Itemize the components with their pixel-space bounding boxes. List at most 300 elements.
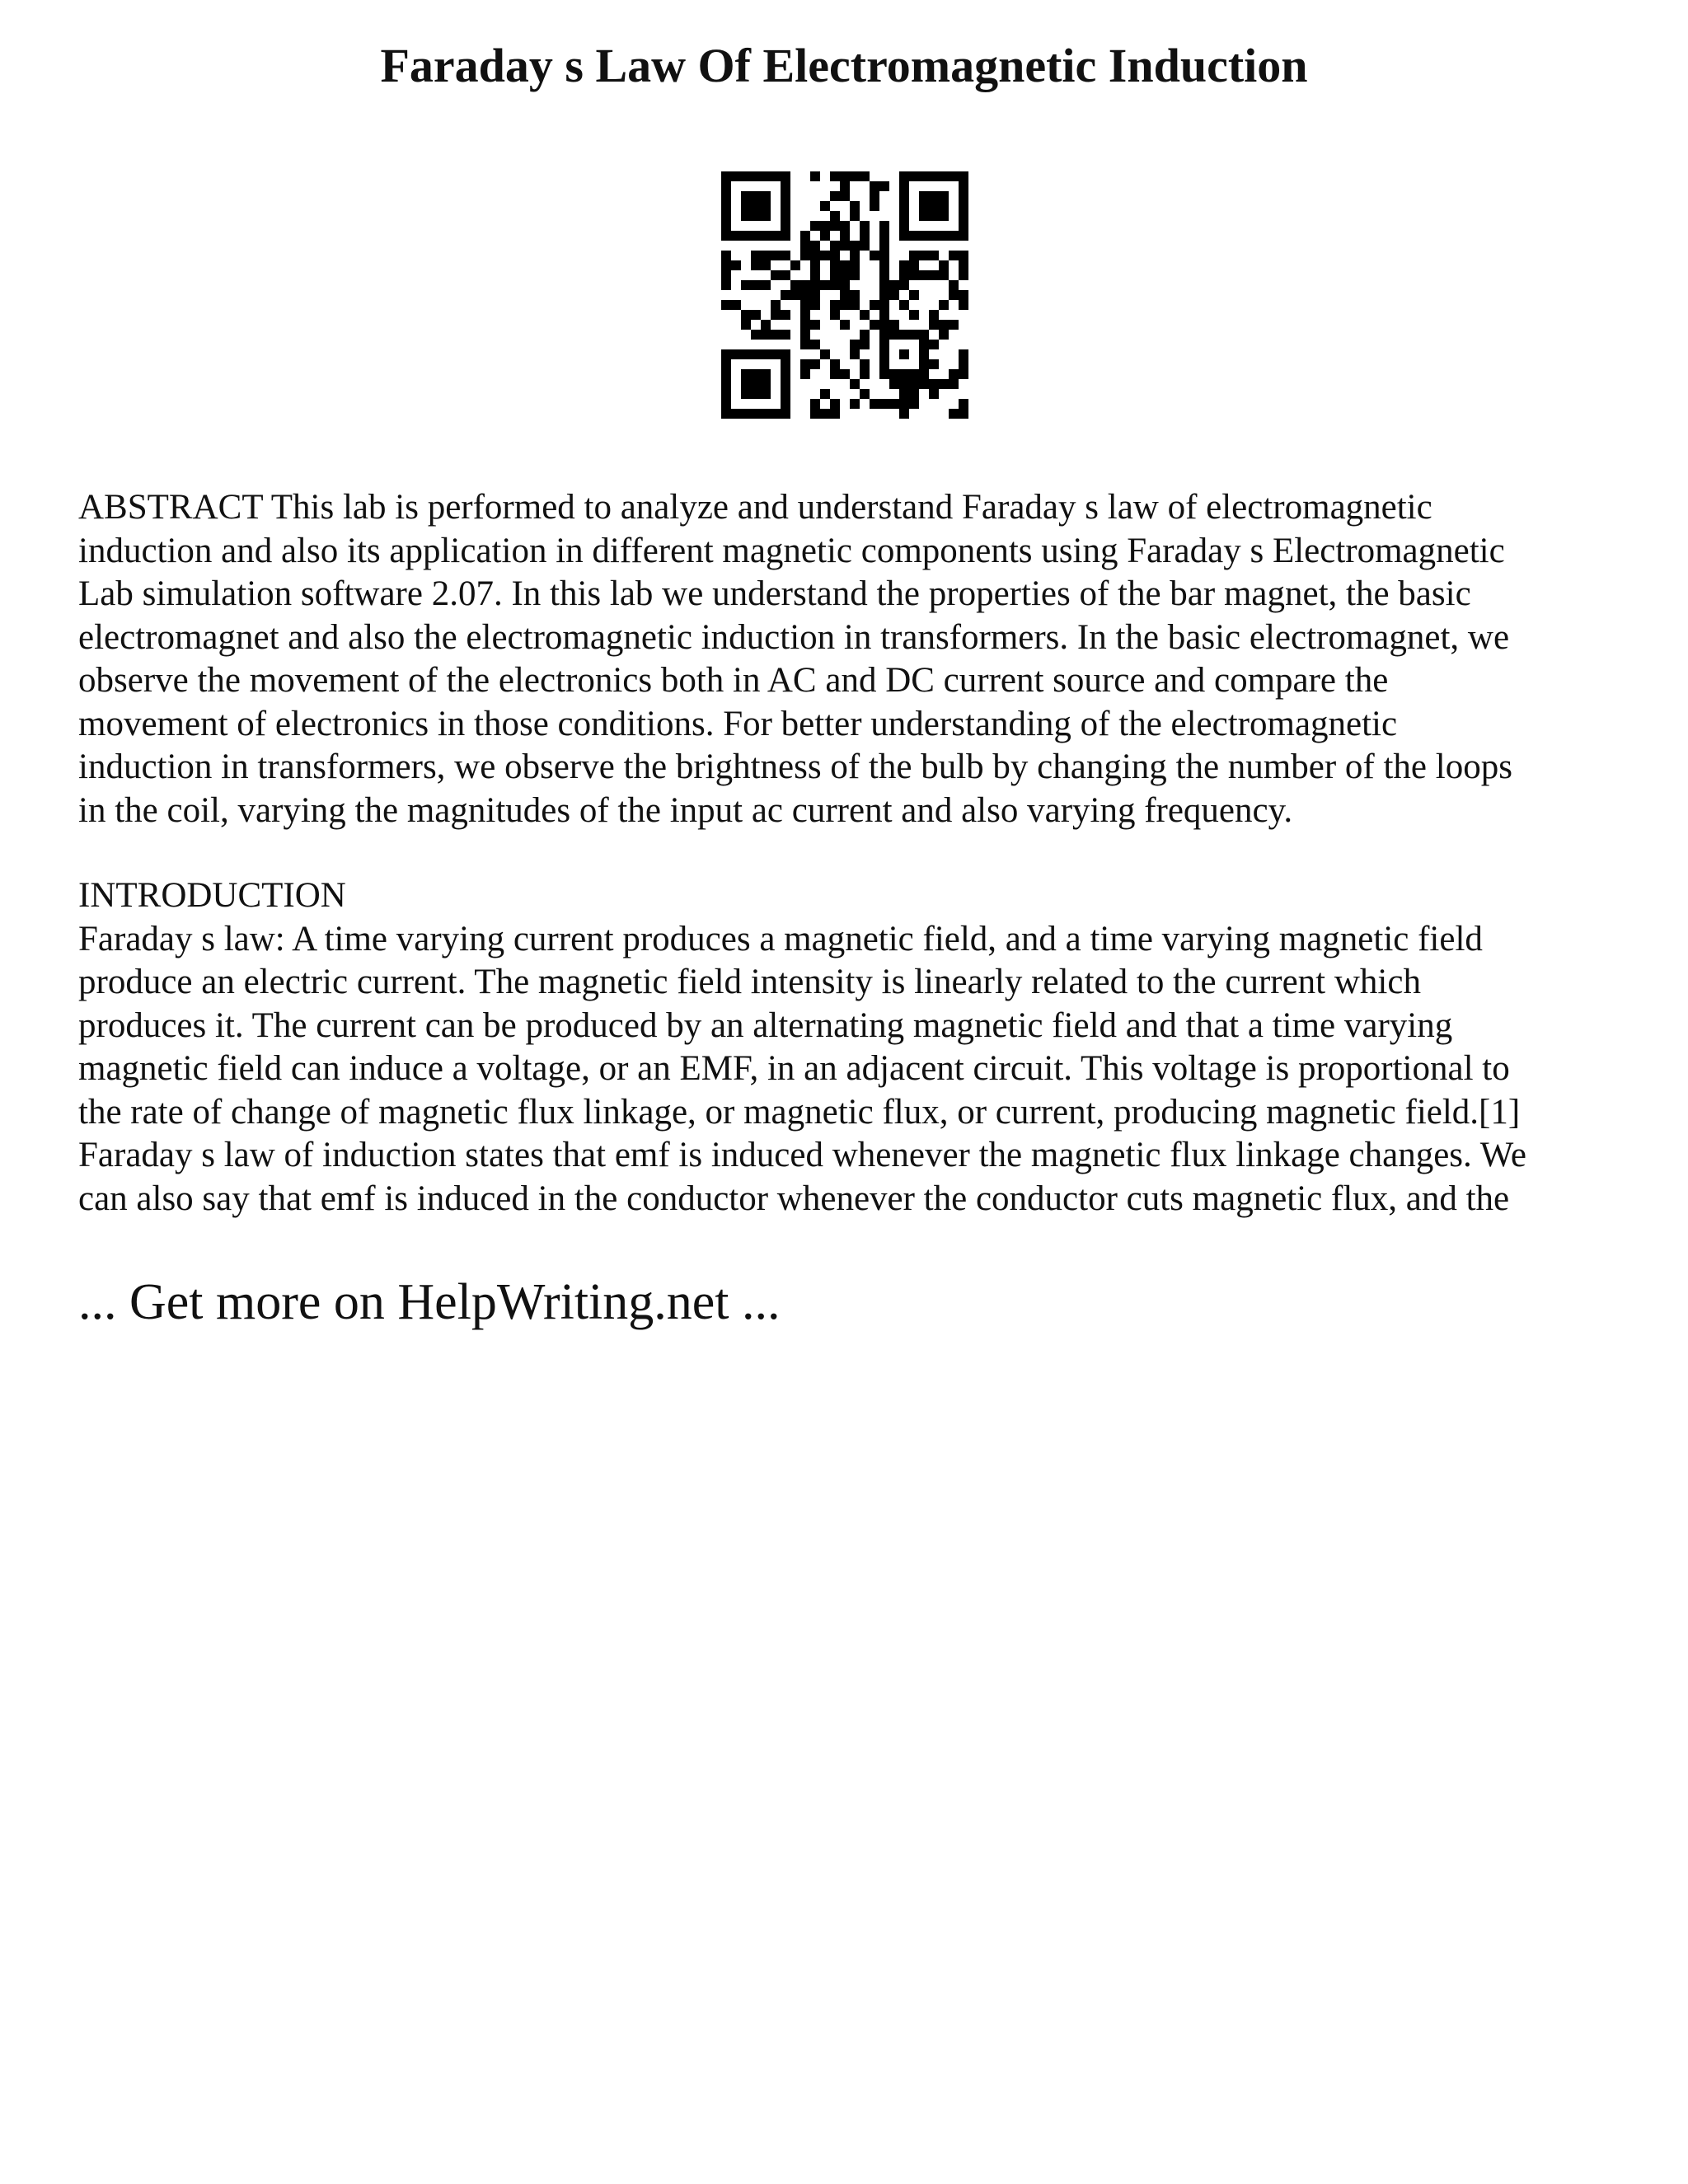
qr-module xyxy=(879,340,889,349)
qr-module xyxy=(840,191,850,201)
qr-module xyxy=(840,181,850,191)
qr-module xyxy=(840,241,850,251)
qr-module xyxy=(899,369,909,379)
qr-module xyxy=(899,231,909,241)
qr-module xyxy=(899,270,909,280)
qr-module xyxy=(919,270,929,280)
qr-module xyxy=(879,280,889,290)
qr-module xyxy=(929,310,939,320)
qr-module xyxy=(929,231,939,241)
qr-module xyxy=(800,300,810,310)
qr-module xyxy=(721,369,731,379)
qr-module xyxy=(879,359,889,369)
qr-module xyxy=(810,280,820,290)
qr-module xyxy=(889,369,899,379)
qr-module xyxy=(949,320,959,330)
qr-module xyxy=(919,369,929,379)
qr-module xyxy=(800,359,810,369)
qr-module xyxy=(820,349,830,359)
qr-module xyxy=(899,280,909,290)
qr-module xyxy=(919,251,929,260)
qr-module xyxy=(741,201,751,211)
qr-module xyxy=(899,211,909,221)
qr-module xyxy=(889,280,899,290)
qr-module xyxy=(959,181,968,191)
qr-module xyxy=(929,251,939,260)
qr-module xyxy=(939,379,949,389)
qr-module xyxy=(761,369,771,379)
qr-module xyxy=(879,300,889,310)
qr-module xyxy=(830,211,840,221)
qr-module xyxy=(751,201,761,211)
qr-module xyxy=(840,300,850,310)
qr-module xyxy=(899,330,909,340)
get-more-link[interactable]: ... Get more on HelpWriting.net ... xyxy=(78,1274,781,1330)
qr-module xyxy=(771,231,781,241)
qr-module xyxy=(830,359,840,369)
qr-module xyxy=(761,409,771,419)
qr-module xyxy=(840,280,850,290)
qr-module xyxy=(899,389,909,399)
qr-module xyxy=(870,181,879,191)
qr-module xyxy=(781,409,790,419)
qr-module xyxy=(909,260,919,270)
qr-module xyxy=(959,349,968,359)
qr-module xyxy=(840,231,850,241)
qr-module xyxy=(810,300,820,310)
qr-module xyxy=(820,201,830,211)
qr-module xyxy=(840,369,850,379)
qr-module xyxy=(781,221,790,231)
qr-module xyxy=(939,320,949,330)
qr-module xyxy=(771,349,781,359)
qr-module xyxy=(919,231,929,241)
qr-module xyxy=(959,290,968,300)
qr-module xyxy=(761,191,771,201)
qr-module xyxy=(751,330,761,340)
qr-module xyxy=(899,399,909,409)
qr-module xyxy=(899,181,909,191)
introduction-line: can also say that emf is induced in the conductor whenever the conductor cuts magnetic flux, and the xyxy=(78,1179,1510,1218)
qr-module xyxy=(800,320,810,330)
qr-module xyxy=(870,251,879,260)
qr-module xyxy=(909,369,919,379)
qr-module xyxy=(721,379,731,389)
qr-module xyxy=(879,310,889,320)
qr-module xyxy=(741,349,751,359)
qr-code-graphic xyxy=(721,171,968,419)
qr-module xyxy=(721,251,731,260)
abstract-line: movement of electronics in those conditions. For better understanding of the electromagnetic xyxy=(78,704,1398,743)
qr-module xyxy=(761,211,771,221)
qr-module xyxy=(771,251,781,260)
qr-module xyxy=(889,320,899,330)
qr-module xyxy=(870,191,879,201)
qr-module xyxy=(820,221,830,231)
qr-module xyxy=(929,201,939,211)
qr-module xyxy=(761,349,771,359)
qr-module xyxy=(781,369,790,379)
qr-module xyxy=(790,260,800,270)
qr-module xyxy=(721,300,731,310)
qr-module xyxy=(800,310,810,320)
abstract-line: induction and also its application in different magnetic components using Faraday s Electromagnetic xyxy=(78,531,1505,570)
qr-module xyxy=(899,300,909,310)
qr-module xyxy=(949,171,959,181)
qr-module xyxy=(949,369,959,379)
qr-module xyxy=(761,171,771,181)
introduction-line: produce an electric current. The magnetic field intensity is linearly related to the current which xyxy=(78,963,1421,1001)
qr-module xyxy=(781,330,790,340)
qr-module xyxy=(909,231,919,241)
qr-module xyxy=(850,300,860,310)
qr-module xyxy=(830,221,840,231)
qr-module xyxy=(919,340,929,349)
qr-module xyxy=(949,251,959,260)
qr-module xyxy=(959,191,968,201)
qr-module xyxy=(899,379,909,389)
qr-module xyxy=(939,330,949,340)
qr-module xyxy=(800,340,810,349)
qr-module xyxy=(721,181,731,191)
qr-module xyxy=(761,280,771,290)
qr-module xyxy=(959,260,968,270)
qr-module xyxy=(790,280,800,290)
qr-module xyxy=(929,359,939,369)
qr-module xyxy=(761,389,771,399)
qr-module xyxy=(721,171,731,181)
qr-module xyxy=(751,231,761,241)
qr-module xyxy=(959,300,968,310)
qr-module xyxy=(751,191,761,201)
qr-module xyxy=(741,310,751,320)
qr-module xyxy=(959,409,968,419)
qr-module xyxy=(870,320,879,330)
qr-module xyxy=(820,389,830,399)
qr-module xyxy=(959,211,968,221)
qr-module xyxy=(751,310,761,320)
qr-module xyxy=(751,260,761,270)
qr-module xyxy=(919,330,929,340)
qr-module xyxy=(879,349,889,359)
document-title: Faraday s Law Of Electromagnetic Induction xyxy=(380,39,1308,92)
qr-module xyxy=(870,300,879,310)
qr-module xyxy=(949,379,959,389)
qr-module xyxy=(840,290,850,300)
qr-module xyxy=(751,369,761,379)
qr-module xyxy=(721,280,731,290)
introduction-line: produces it. The current can be produced by an alternating magnetic field and that a time varying xyxy=(78,1005,1453,1045)
qr-module xyxy=(889,379,899,389)
qr-module xyxy=(889,399,899,409)
qr-module xyxy=(781,379,790,389)
qr-module xyxy=(810,270,820,280)
qr-module xyxy=(959,221,968,231)
qr-module xyxy=(830,409,840,419)
qr-module xyxy=(949,290,959,300)
qr-module xyxy=(929,340,939,349)
qr-module xyxy=(909,270,919,280)
qr-module xyxy=(751,409,761,419)
qr-module xyxy=(781,349,790,359)
qr-module xyxy=(850,290,860,300)
qr-module xyxy=(879,290,889,300)
qr-module xyxy=(899,349,909,359)
qr-module xyxy=(949,409,959,419)
qr-module xyxy=(781,359,790,369)
qr-module xyxy=(800,251,810,260)
qr-module xyxy=(860,330,870,340)
qr-module xyxy=(781,211,790,221)
qr-module xyxy=(820,280,830,290)
qr-module xyxy=(929,211,939,221)
qr-module xyxy=(751,349,761,359)
qr-module xyxy=(939,201,949,211)
qr-module xyxy=(919,379,929,389)
qr-module xyxy=(810,409,820,419)
qr-module xyxy=(959,231,968,241)
qr-module xyxy=(810,359,820,369)
qr-module xyxy=(899,260,909,270)
qr-module xyxy=(751,251,761,260)
qr-code-icon[interactable] xyxy=(721,171,968,419)
qr-module xyxy=(761,320,771,330)
qr-module xyxy=(721,349,731,359)
qr-module xyxy=(919,191,929,201)
qr-module xyxy=(721,191,731,201)
qr-module xyxy=(761,330,771,340)
qr-module xyxy=(870,399,879,409)
qr-module xyxy=(850,211,860,221)
qr-module xyxy=(860,389,870,399)
qr-module xyxy=(741,379,751,389)
qr-module xyxy=(741,171,751,181)
qr-module xyxy=(929,191,939,201)
qr-module xyxy=(860,231,870,241)
qr-module xyxy=(721,231,731,241)
qr-module xyxy=(879,231,889,241)
qr-module xyxy=(889,290,899,300)
qr-module xyxy=(959,399,968,409)
introduction-line: Faraday s law: A time varying current produces a magnetic field, and a time varying magnetic field xyxy=(78,919,1483,958)
qr-module xyxy=(741,191,751,201)
qr-module xyxy=(781,399,790,409)
qr-module xyxy=(771,171,781,181)
qr-module xyxy=(721,399,731,409)
qr-module xyxy=(721,270,731,280)
qr-module xyxy=(939,270,949,280)
qr-module xyxy=(721,201,731,211)
qr-module xyxy=(830,251,840,260)
qr-module xyxy=(939,191,949,201)
qr-module xyxy=(939,260,949,270)
qr-module xyxy=(731,260,741,270)
qr-module xyxy=(800,369,810,379)
qr-module xyxy=(721,359,731,369)
qr-module xyxy=(929,270,939,280)
abstract-line: in the coil, varying the magnitudes of the input ac current and also varying frequency. xyxy=(78,790,1293,830)
qr-module xyxy=(771,300,781,310)
abstract-line: induction in transformers, we observe the brightness of the bulb by changing the number of the loops xyxy=(78,748,1512,786)
qr-module xyxy=(810,171,820,181)
qr-module xyxy=(731,349,741,359)
qr-module xyxy=(781,201,790,211)
qr-module xyxy=(741,389,751,399)
qr-module xyxy=(741,320,751,330)
qr-module xyxy=(840,320,850,330)
qr-module xyxy=(919,359,929,369)
qr-module xyxy=(800,231,810,241)
qr-module xyxy=(781,231,790,241)
qr-module xyxy=(830,260,840,270)
qr-module xyxy=(800,241,810,251)
qr-module xyxy=(810,221,820,231)
qr-module xyxy=(850,379,860,389)
qr-module xyxy=(781,251,790,260)
qr-module xyxy=(790,290,800,300)
introduction-line: Faraday s law of induction states that emf is induced whenever the magnetic flux linkage changes. We xyxy=(78,1136,1526,1174)
qr-module xyxy=(939,300,949,310)
qr-module xyxy=(751,211,761,221)
qr-module xyxy=(909,379,919,389)
qr-module xyxy=(830,399,840,409)
qr-module xyxy=(800,290,810,300)
qr-module xyxy=(949,231,959,241)
qr-module xyxy=(860,241,870,251)
qr-module xyxy=(800,330,810,340)
qr-module xyxy=(820,231,830,241)
qr-module xyxy=(879,270,889,280)
qr-module xyxy=(830,369,840,379)
qr-module xyxy=(909,290,919,300)
qr-module xyxy=(959,251,968,260)
qr-module xyxy=(830,191,840,201)
qr-module xyxy=(721,389,731,399)
introduction-section xyxy=(78,874,1620,1221)
qr-module xyxy=(830,310,840,320)
qr-module xyxy=(830,171,840,181)
qr-module xyxy=(860,359,870,369)
qr-module xyxy=(909,171,919,181)
qr-module xyxy=(850,270,860,280)
qr-module xyxy=(879,221,889,231)
qr-module xyxy=(860,340,870,349)
qr-module xyxy=(899,191,909,201)
qr-module xyxy=(771,330,781,340)
qr-module xyxy=(771,310,781,320)
qr-module xyxy=(850,349,860,359)
qr-module xyxy=(721,409,731,419)
qr-module xyxy=(830,241,840,251)
qr-module xyxy=(721,221,731,231)
qr-module xyxy=(820,251,830,260)
qr-module xyxy=(721,211,731,221)
qr-module xyxy=(751,171,761,181)
qr-module xyxy=(860,221,870,231)
qr-module xyxy=(909,389,919,399)
qr-module xyxy=(721,260,731,270)
qr-module xyxy=(741,280,751,290)
qr-module xyxy=(879,251,889,260)
qr-module xyxy=(850,201,860,211)
qr-module xyxy=(741,231,751,241)
qr-module xyxy=(860,171,870,181)
qr-module xyxy=(860,369,870,379)
qr-module xyxy=(959,201,968,211)
qr-module xyxy=(919,349,929,359)
qr-module xyxy=(840,270,850,280)
qr-module xyxy=(781,270,790,280)
qr-module xyxy=(959,359,968,369)
qr-module xyxy=(820,409,830,419)
qr-module xyxy=(949,280,959,290)
abstract-line: observe the movement of the electronics both in AC and DC current source and compare the xyxy=(78,661,1389,700)
qr-module xyxy=(879,330,889,340)
qr-module xyxy=(731,409,741,419)
abstract-paragraph xyxy=(78,486,1620,832)
introduction-heading: INTRODUCTION xyxy=(78,876,346,915)
qr-module xyxy=(731,171,741,181)
qr-module xyxy=(959,369,968,379)
qr-module xyxy=(810,399,820,409)
qr-module xyxy=(781,310,790,320)
qr-module xyxy=(879,260,889,270)
qr-module xyxy=(870,201,879,211)
qr-module xyxy=(850,241,860,251)
qr-module xyxy=(899,409,909,419)
qr-module xyxy=(899,221,909,231)
qr-module xyxy=(939,211,949,221)
qr-module xyxy=(929,171,939,181)
qr-module xyxy=(929,389,939,399)
abstract-line: Lab simulation software 2.07. In this lab we understand the properties of the bar magnet, the basic xyxy=(78,574,1471,613)
qr-module xyxy=(810,251,820,260)
qr-module xyxy=(781,181,790,191)
qr-module xyxy=(761,379,771,389)
qr-module xyxy=(879,181,889,191)
qr-module xyxy=(830,300,840,310)
qr-module xyxy=(959,270,968,280)
qr-module xyxy=(840,260,850,270)
qr-module xyxy=(810,320,820,330)
qr-module xyxy=(909,310,919,320)
qr-module xyxy=(751,280,761,290)
qr-module xyxy=(879,399,889,409)
qr-module xyxy=(899,171,909,181)
qr-module xyxy=(850,171,860,181)
qr-module xyxy=(771,409,781,419)
qr-module xyxy=(939,231,949,241)
abstract-line: ABSTRACT This lab is performed to analyze and understand Faraday s law of electromagnetic xyxy=(78,488,1432,527)
qr-module xyxy=(919,171,929,181)
qr-module xyxy=(771,270,781,280)
qr-module xyxy=(800,280,810,290)
qr-module xyxy=(731,231,741,241)
qr-module xyxy=(840,221,850,231)
qr-module xyxy=(850,251,860,260)
introduction-line: the rate of change of magnetic flux linkage, or magnetic flux, or current, producing magnetic field.[1] xyxy=(78,1092,1521,1132)
qr-module xyxy=(761,251,771,260)
qr-module xyxy=(751,389,761,399)
qr-module xyxy=(741,369,751,379)
qr-module xyxy=(810,241,820,251)
qr-module xyxy=(810,260,820,270)
qr-module xyxy=(850,399,860,409)
qr-module xyxy=(781,191,790,201)
qr-module xyxy=(899,201,909,211)
qr-module xyxy=(909,399,919,409)
qr-module xyxy=(761,231,771,241)
